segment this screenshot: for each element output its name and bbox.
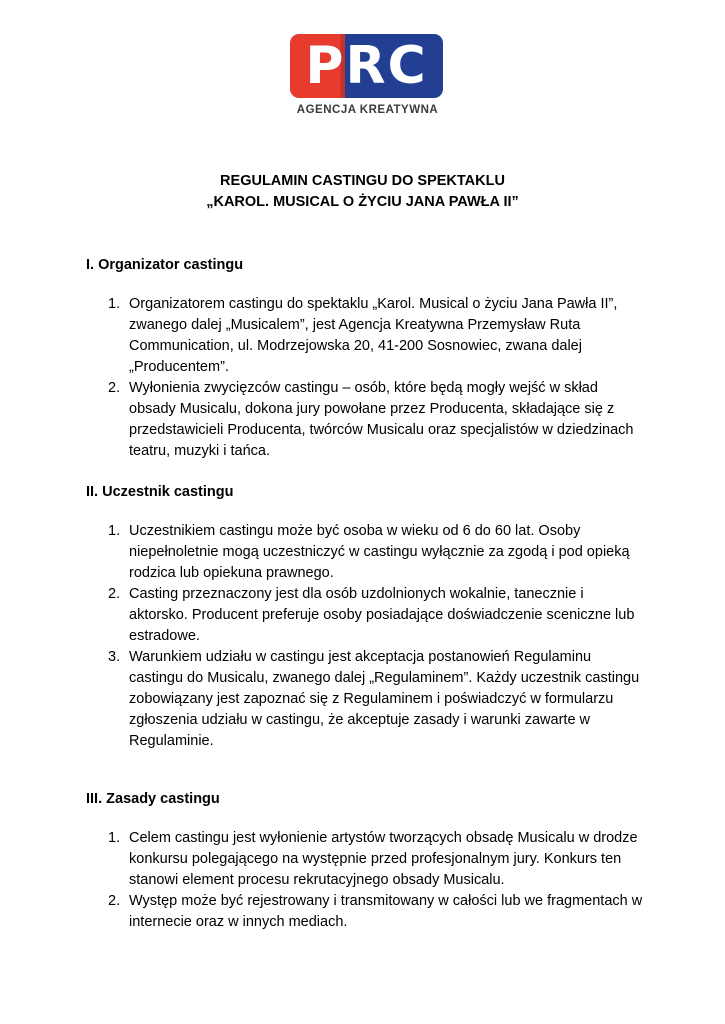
- list-item: [0, 891, 644, 933]
- logo-mark: [290, 34, 443, 98]
- document-title-line-2: „KAROL. MUSICAL O ŻYCIU JANA PAWŁA II”: [206, 194, 519, 210]
- list-item: [0, 294, 644, 378]
- section-heading-organizer: I. Organizator castingu: [86, 257, 244, 273]
- list-item-number: 2.: [108, 586, 121, 602]
- list-item-number: 1.: [108, 296, 121, 312]
- list-item-number: 2.: [108, 893, 121, 909]
- list-item: [0, 828, 644, 891]
- logo-subtitle: AGENCJA KREATYWNA: [296, 104, 439, 116]
- list-item: [0, 647, 644, 752]
- logo-letters: PRC: [305, 36, 428, 96]
- list-item-number: 1.: [108, 830, 121, 846]
- list-item: [0, 584, 644, 647]
- list-item-number: 2.: [108, 380, 121, 396]
- section-heading-rules: III. Zasady castingu: [86, 791, 220, 807]
- section-heading-participant: II. Uczestnik castingu: [86, 484, 234, 500]
- list-item: [0, 378, 644, 462]
- list-item: [0, 521, 644, 584]
- list-item-text: Występ może być rejestrowany i transmitowany w całości lub we fragmentach w internecie oraz w innych mediach.: [129, 893, 643, 930]
- list-item-number: 1.: [108, 523, 121, 539]
- list-item-text: Wyłonienia zwycięzców castingu – osób, które będą mogły wejść w skład obsady Musicalu, dokona jury powołane przez Producenta, składające się z przedstawicieli Producenta, twórców Musicalu oraz specjalistów w dziedzinach teatru, muzyki i tańca.: [129, 380, 634, 459]
- list-item-text: Casting przeznaczony jest dla osób uzdolnionych wokalnie, tanecznie i aktorsko. Producent preferuje osoby posiadające doświadczenie sceniczne lub estradowe.: [129, 586, 635, 644]
- list-item-number: 3.: [108, 649, 121, 665]
- list-item-text: Celem castingu jest wyłonienie artystów tworzących obsadę Musicalu w drodze konkursu polegającego na występnie przed profesjonalnym jury. Konkurs ten stanowi element procesu rekrutacyjnego obsady Musicalu.: [129, 830, 638, 888]
- section-list-organizer: [0, 294, 644, 462]
- list-item-text: Organizatorem castingu do spektaklu „Karol. Musical o życiu Jana Pawła II”, zwanego dalej „Musicalem”, jest Agencja Kreatywna Przemysław Ruta Communication, ul. Modrzejowska 20, 41-200 Sosnowiec, zwana dalej „Producentem”.: [129, 296, 618, 375]
- list-item-text: Uczestnikiem castingu może być osoba w wieku od 6 do 60 lat. Osoby niepełnoletnie mogą uczestniczyć w castingu wyłącznie za zgodą i pod opieką rodzica lub opiekuna prawnego.: [129, 523, 630, 581]
- section-list-participant: [0, 521, 644, 752]
- prc-logo: [290, 34, 445, 116]
- list-item-text: Warunkiem udziału w castingu jest akceptacja postanowień Regulaminu castingu do Musicalu, zwanego dalej „Regulaminem”. Każdy uczestnik castingu zobowiązany jest zapoznać się z Regulaminem i poświadczyć w formularzu zgłoszenia udziału w castingu, że akceptuje zasady i warunki zawarte w Regulaminie.: [129, 649, 640, 749]
- section-list-rules: [0, 828, 644, 933]
- document-title-line-1: REGULAMIN CASTINGU DO SPEKTAKLU: [220, 173, 505, 189]
